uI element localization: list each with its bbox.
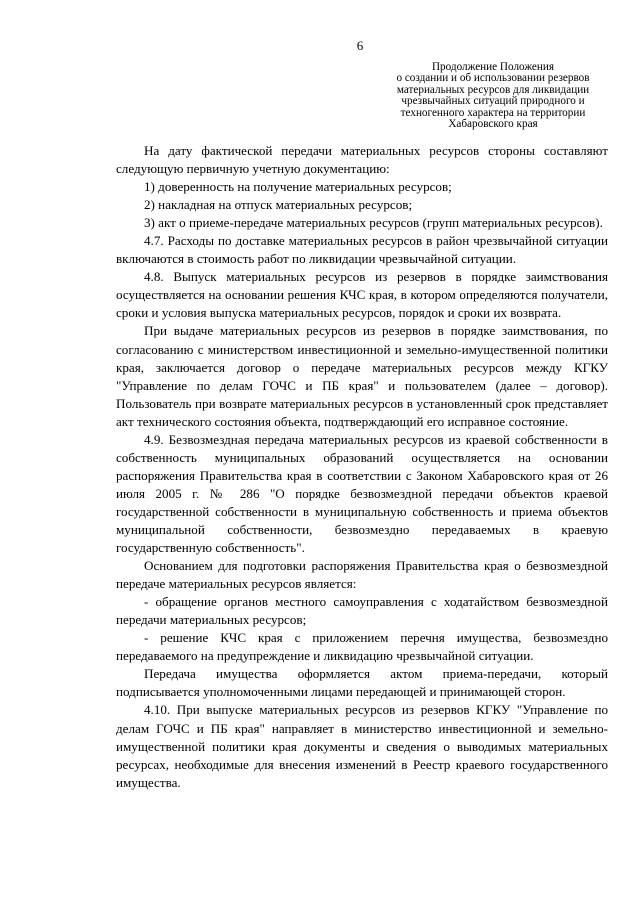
list-item: 1) доверенность на получение материальных ресурсов; <box>144 179 452 195</box>
document-body <box>116 142 608 792</box>
paragraph: Основанием для подготовки распоряжения Правительства края о безвозмездной передаче материальных ресурсов является: <box>116 558 608 592</box>
list-item: 2) накладная на отпуск материальных ресурсов; <box>144 197 413 213</box>
header-line: о создании и об использовании резервов <box>396 72 590 85</box>
paragraph: При выдаче материальных ресурсов из резервов в порядке заимствования, по согласованию с министерством инвестиционной и земельно-имущественной политики края, заключается договор о передаче материальных ресурсов между КГКУ "Управление по делам ГОЧС и ПБ края" и пользователем (далее – договор). Пользователь при возврате материальных ресурсов в установленный срок представляет акт технического состояния объекта, подтверждающий его исправное состояние. <box>116 323 608 429</box>
list-item: 3) акт о приеме-передаче материальных ресурсов (групп материальных ресурсов). <box>144 215 603 231</box>
paragraph: 4.7. Расходы по доставке материальных ресурсов в район чрезвычайной ситуации включаются в стоимость работ по ликвидации чрезвычайной ситуации. <box>116 233 608 267</box>
paragraph: 4.8. Выпуск материальных ресурсов из резервов в порядке заимствования осуществляется на основании решения КЧС края, в котором определяются получатели, сроки и условия выпуска материальных ресурсов, порядок и сроки их возврата. <box>116 269 608 321</box>
list-item: - обращение органов местного самоуправления с ходатайством безвозмездной передачи материальных ресурсов; <box>116 594 608 628</box>
document-header <box>378 62 608 130</box>
paragraph: 4.9. Безвозмездная передача материальных ресурсов из краевой собственности в собственность муниципальных образований осуществляется на основании распоряжения Правительства края в соответствии с Законом Хабаровского края от 26 июля 2005 г. № 286 "О порядке безвозмездной передачи объектов краевой государственной собственности в муниципальную собственность и приема объектов муниципальной собственности, безвозмездно передаваемых в краевую государственную собственность". <box>116 431 608 556</box>
page-number: 6 <box>356 38 364 53</box>
list-item: - решение КЧС края с приложением перечня имущества, безвозмездно передаваемого на предупреждение и ликвидацию чрезвычайной ситуации. <box>116 630 608 664</box>
header-line: материальных ресурсов для ликвидации <box>396 83 590 96</box>
header-line: техногенного характера на территории <box>400 106 586 119</box>
paragraph: На дату фактической передачи материальных ресурсов стороны составляют следующую первичную учетную документацию: <box>116 143 608 177</box>
paragraph: Передача имущества оформляется актом приема-передачи, который подписывается уполномоченными лицами передающей и принимающей сторон. <box>116 666 608 700</box>
header-line: чрезвычайных ситуаций природного и <box>401 95 585 108</box>
header-line: Хабаровского края <box>448 118 538 131</box>
header-line: Продолжение Положения <box>431 61 555 73</box>
paragraph: 4.10. При выпуске материальных ресурсов из резервов КГКУ "Управление по делам ГОЧС и ПБ края" направляет в министерство инвестиционной и земельно-имущественной политики края документы и сведения о выводимых материальных ресурсах, необходимые для внесения изменений в Реестр краевого государственного имущества. <box>116 702 608 790</box>
